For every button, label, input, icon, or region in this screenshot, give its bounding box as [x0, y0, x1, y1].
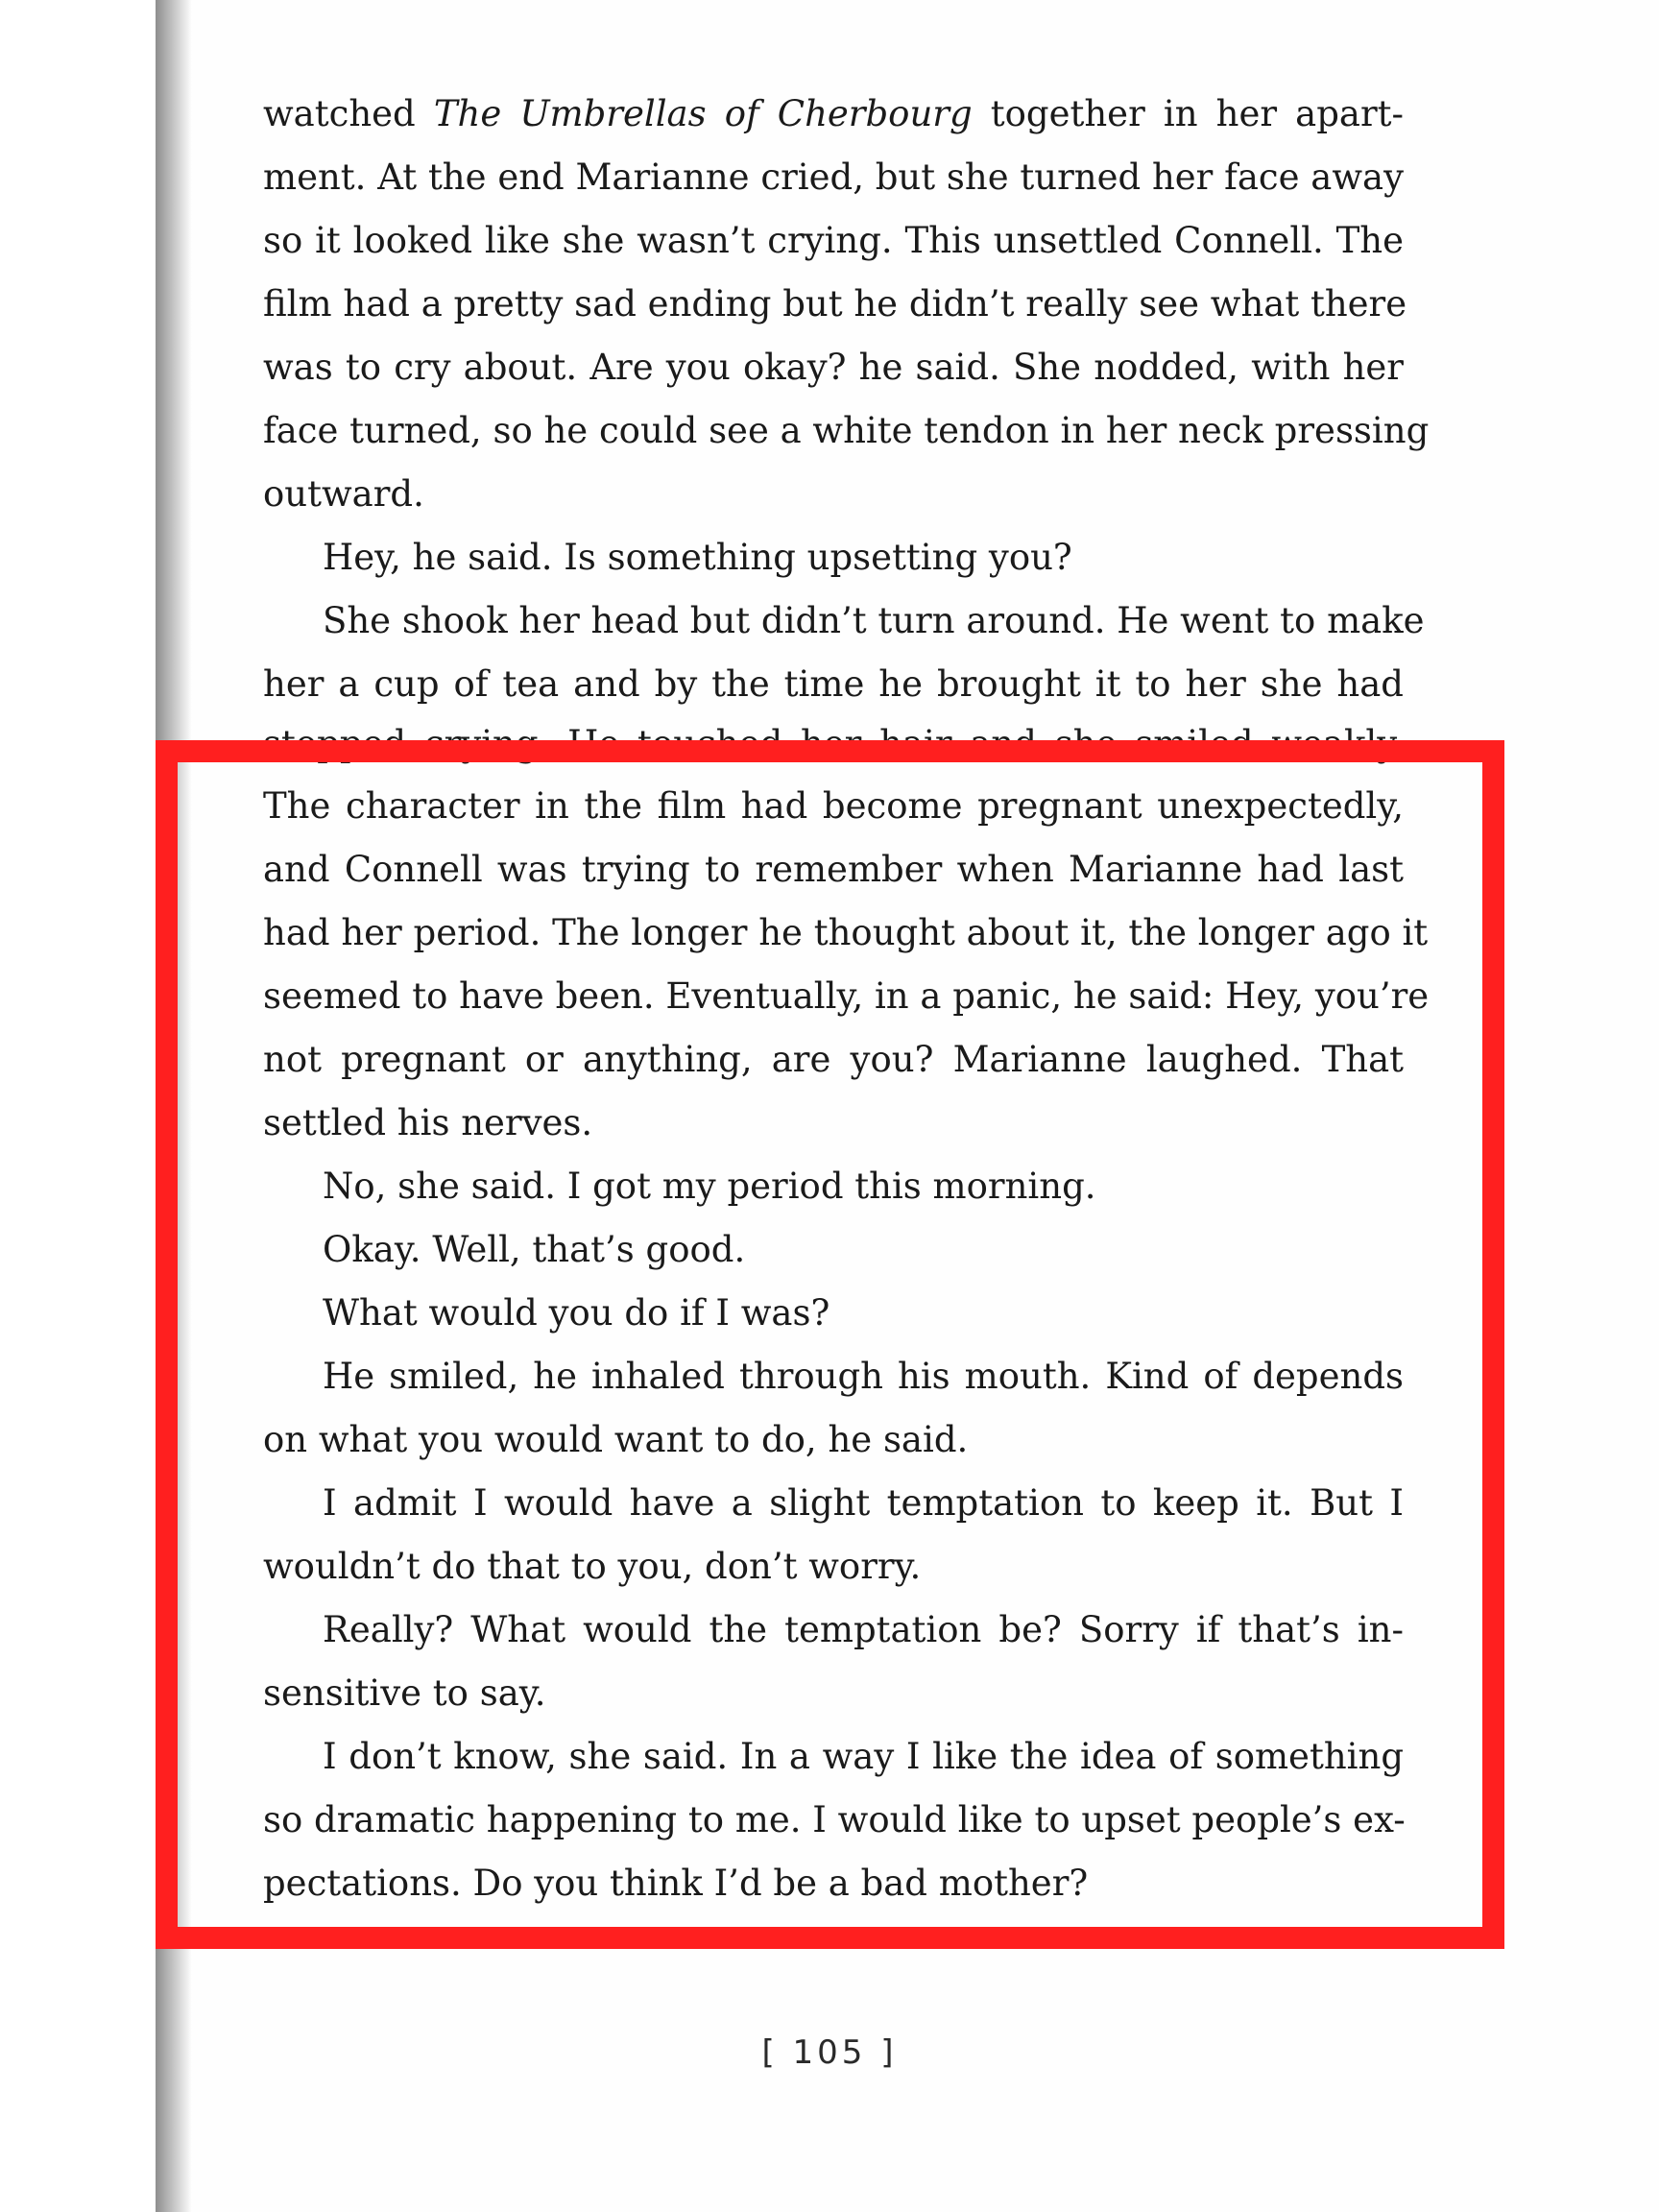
text-line: wouldn’t do that to you, don’t worry.	[263, 1546, 922, 1587]
text-line: I admit I would have a slight temptation to keep it. But I	[323, 1482, 1404, 1524]
text-line: settled his nerves.	[263, 1102, 593, 1143]
top-paragraphs	[263, 83, 1430, 716]
text-line: on what you would want to do, he said.	[263, 1419, 969, 1460]
text-line: so it looked like she wasn’t crying. This unsettled Connell. The	[263, 220, 1404, 261]
text-line: What would you do if I was?	[323, 1292, 830, 1334]
text-line: had her period. The longer he thought about it, the longer ago it	[263, 912, 1429, 953]
text-line: and Connell was trying to remember when Marianne had last	[263, 849, 1404, 890]
text-line: not pregnant or anything, are you? Marianne laughed. That	[263, 1039, 1404, 1080]
clipped-text-line: stopped crying. He touched her hair and she smiled weakly.	[263, 723, 1404, 764]
text-line: Okay. Well, that’s good.	[323, 1229, 746, 1270]
text-line: so dramatic happening to me. I would like to upset people’s ex-	[263, 1799, 1406, 1840]
page-number: [ 105 ]	[761, 2033, 898, 2072]
text-line: She shook her head but didn’t turn around. He went to make	[323, 600, 1425, 641]
text-line: film had a pretty sad ending but he didn’t really see what there	[263, 283, 1407, 325]
text-line: pectations. Do you think I’d be a bad mother?	[263, 1863, 1089, 1904]
text-line: was to cry about. Are you okay? he said. She nodded, with her	[263, 347, 1404, 388]
text-line: sensitive to say.	[263, 1672, 546, 1714]
film-title: The Umbrellas of Cherbourg	[433, 93, 973, 134]
text-line: I don’t know, she said. In a way I like the idea of something	[323, 1736, 1404, 1777]
text-line: The character in the film had become pregnant unexpectedly,	[263, 785, 1404, 827]
text-line: No, she said. I got my period this morning.	[323, 1166, 1096, 1207]
highlighted-passage	[263, 775, 1430, 1915]
text-line: ment. At the end Marianne cried, but she turned her face away	[263, 156, 1404, 198]
text-line: her a cup of tea and by the time he brought it to her she had	[263, 663, 1404, 705]
text-line: seemed to have been. Eventually, in a panic, he said: Hey, you’re	[263, 975, 1430, 1017]
text-line: Really? What would the temptation be? Sorry if that’s in-	[323, 1609, 1404, 1650]
text-line: He smiled, he inhaled through his mouth. Kind of depends	[323, 1356, 1404, 1397]
text-line: watched The Umbrellas of Cherbourg together in her apart-	[263, 93, 1404, 134]
text-line: outward.	[263, 473, 424, 515]
text-line: Hey, he said. Is something upsetting you?	[323, 537, 1072, 578]
text-line: face turned, so he could see a white tendon in her neck pressing	[263, 410, 1430, 451]
